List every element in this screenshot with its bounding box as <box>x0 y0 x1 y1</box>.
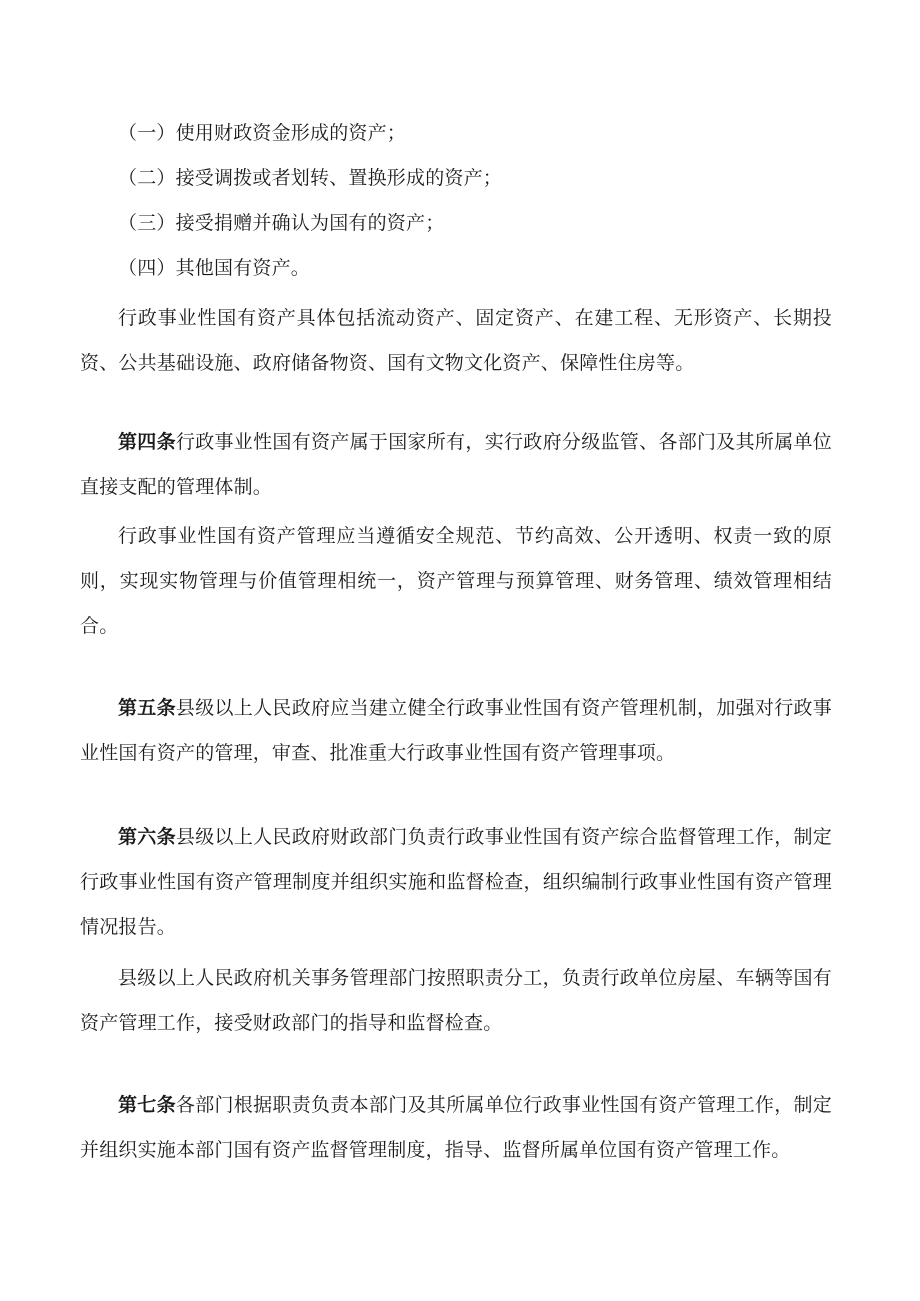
article-5-heading: 第五条 <box>118 697 176 719</box>
article-5-paragraph <box>80 686 832 776</box>
article-7-text: 各部门根据职责负责本部门及其所属单位行政事业性国有资产管理工作，制定并组织实施本部门国有资产监督管理制度，指导、监督所属单位国有资产管理工作。 <box>80 1094 832 1161</box>
article-6-text: 县级以上人民政府财政部门负责行政事业性国有资产综合监督管理工作，制定行政事业性国有资产管理制度并组织实施和监督检查，组织编制行政事业性国有资产管理情况报告。 <box>80 826 832 938</box>
article-7-paragraph <box>80 1083 832 1173</box>
list-item-3: （三）接受捐赠并确认为国有的资产； <box>118 212 445 234</box>
article-7-heading: 第七条 <box>118 1094 176 1116</box>
list-item-2: （二）接受调拨或者划转、置换形成的资产； <box>118 167 503 189</box>
article-4-paragraph-2: 行政事业性国有资产管理应当遵循安全规范、节约高效、公开透明、权责一致的原则，实现实物管理与价值管理相统一，资产管理与预算管理、财务管理、绩效管理相结合。 <box>80 525 832 637</box>
article-6-paragraph-2: 县级以上人民政府机关事务管理部门按照职责分工，负责行政单位房屋、车辆等国有资产管理工作，接受财政部门的指导和监督检查。 <box>80 967 832 1034</box>
list-item-4: （四）其他国有资产。 <box>118 257 311 279</box>
article-4-text: 行政事业性国有资产属于国家所有，实行政府分级监管、各部门及其所属单位直接支配的管理体制。 <box>80 431 832 498</box>
paragraph-asset-scope: 行政事业性国有资产具体包括流动资产、固定资产、在建工程、无形资产、长期投资、公共基础设施、政府储备物资、国有文物文化资产、保障性住房等。 <box>80 307 832 374</box>
article-6-heading: 第六条 <box>118 826 176 848</box>
article-4-paragraph <box>80 420 832 510</box>
article-4-heading: 第四条 <box>118 431 176 453</box>
article-5-text: 县级以上人民政府应当建立健全行政事业性国有资产管理机制，加强对行政事业性国有资产的管理，审查、批准重大行政事业性国有资产管理事项。 <box>80 697 832 764</box>
list-item-1: （一）使用财政资金形成的资产； <box>118 122 407 144</box>
article-6-paragraph <box>80 815 832 950</box>
